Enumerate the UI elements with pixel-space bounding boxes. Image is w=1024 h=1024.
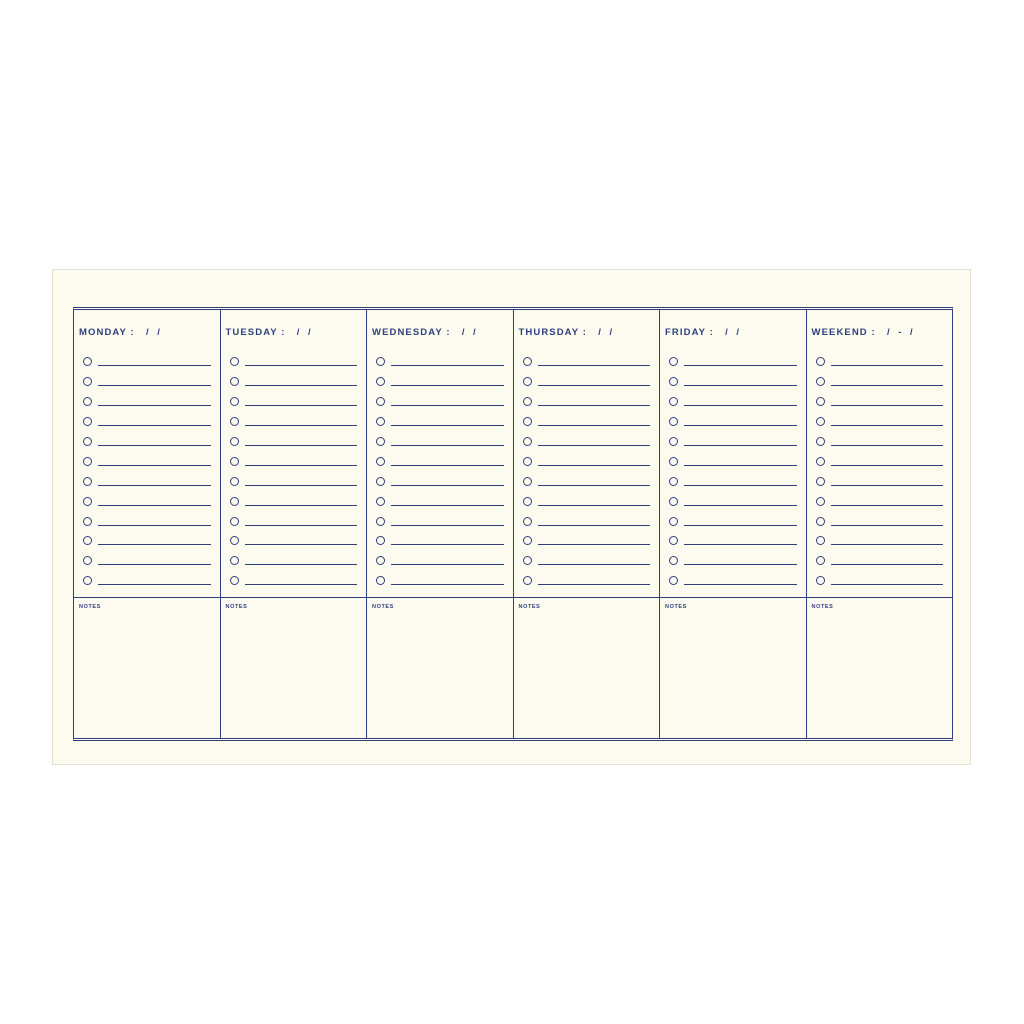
task-row[interactable] (669, 491, 797, 511)
task-row[interactable] (669, 511, 797, 531)
day-title: TUESDAY : / / (225, 327, 312, 338)
checkbox-circle-icon[interactable] (816, 556, 825, 565)
task-row[interactable] (83, 531, 211, 551)
notes-section[interactable] (807, 598, 953, 738)
task-row[interactable] (816, 352, 944, 372)
checkbox-circle-icon[interactable] (523, 497, 532, 506)
task-row[interactable] (230, 392, 358, 412)
checkbox-circle-icon[interactable] (376, 397, 385, 406)
checkbox-circle-icon[interactable] (230, 357, 239, 366)
task-write-line[interactable] (245, 505, 358, 506)
task-row[interactable] (816, 511, 944, 531)
task-write-line[interactable] (831, 584, 944, 585)
task-row[interactable] (523, 571, 651, 591)
task-write-line[interactable] (831, 465, 944, 466)
task-row[interactable] (816, 392, 944, 412)
task-write-line[interactable] (245, 485, 358, 486)
checkbox-circle-icon[interactable] (83, 357, 92, 366)
task-row[interactable] (376, 491, 504, 511)
task-row[interactable] (83, 511, 211, 531)
task-write-line[interactable] (391, 485, 504, 486)
checkbox-circle-icon[interactable] (816, 397, 825, 406)
task-row[interactable] (83, 491, 211, 511)
task-write-line[interactable] (684, 445, 797, 446)
task-write-line[interactable] (98, 425, 211, 426)
task-row[interactable] (230, 551, 358, 571)
task-write-line[interactable] (391, 405, 504, 406)
task-write-line[interactable] (684, 544, 797, 545)
checkbox-circle-icon[interactable] (230, 517, 239, 526)
checkbox-circle-icon[interactable] (376, 437, 385, 446)
task-row[interactable] (669, 352, 797, 372)
checkbox-circle-icon[interactable] (376, 457, 385, 466)
checkbox-circle-icon[interactable] (816, 417, 825, 426)
task-write-line[interactable] (245, 385, 358, 386)
task-write-line[interactable] (684, 405, 797, 406)
checkbox-circle-icon[interactable] (669, 437, 678, 446)
task-write-line[interactable] (245, 525, 358, 526)
task-write-line[interactable] (538, 425, 651, 426)
task-write-line[interactable] (831, 564, 944, 565)
task-row[interactable] (816, 372, 944, 392)
task-write-line[interactable] (538, 505, 651, 506)
task-write-line[interactable] (538, 544, 651, 545)
checkbox-circle-icon[interactable] (816, 437, 825, 446)
task-write-line[interactable] (98, 544, 211, 545)
notes-section[interactable] (514, 598, 660, 738)
task-row[interactable] (523, 392, 651, 412)
task-write-line[interactable] (98, 445, 211, 446)
task-row[interactable] (83, 551, 211, 571)
day-column-tuesday (221, 310, 368, 738)
task-write-line[interactable] (538, 365, 651, 366)
task-write-line[interactable] (391, 584, 504, 585)
checkbox-circle-icon[interactable] (816, 517, 825, 526)
task-write-line[interactable] (98, 584, 211, 585)
task-write-line[interactable] (831, 425, 944, 426)
notes-section[interactable] (74, 598, 220, 738)
notes-label: NOTES (79, 604, 101, 610)
task-write-line[interactable] (391, 445, 504, 446)
task-write-line[interactable] (538, 405, 651, 406)
task-row[interactable] (83, 451, 211, 471)
task-write-line[interactable] (684, 505, 797, 506)
task-row[interactable] (376, 531, 504, 551)
task-row[interactable] (230, 352, 358, 372)
task-write-line[interactable] (831, 365, 944, 366)
notes-label: NOTES (665, 604, 687, 610)
checkbox-circle-icon[interactable] (376, 357, 385, 366)
task-row[interactable] (669, 471, 797, 491)
checkbox-circle-icon[interactable] (816, 497, 825, 506)
checkbox-circle-icon[interactable] (83, 556, 92, 565)
task-row[interactable] (230, 451, 358, 471)
task-write-line[interactable] (245, 425, 358, 426)
task-row[interactable] (816, 451, 944, 471)
checkbox-circle-icon[interactable] (669, 457, 678, 466)
task-row[interactable] (669, 372, 797, 392)
task-row[interactable] (669, 531, 797, 551)
checkbox-circle-icon[interactable] (669, 397, 678, 406)
task-row[interactable] (669, 451, 797, 471)
task-row[interactable] (816, 571, 944, 591)
checkbox-circle-icon[interactable] (816, 357, 825, 366)
task-row[interactable] (376, 432, 504, 452)
checkbox-circle-icon[interactable] (523, 357, 532, 366)
checkbox-circle-icon[interactable] (523, 437, 532, 446)
task-write-line[interactable] (391, 544, 504, 545)
task-write-line[interactable] (245, 445, 358, 446)
task-row[interactable] (523, 352, 651, 372)
checkbox-circle-icon[interactable] (669, 497, 678, 506)
task-list (83, 352, 211, 591)
task-row[interactable] (376, 451, 504, 471)
task-write-line[interactable] (684, 465, 797, 466)
task-row[interactable] (816, 471, 944, 491)
task-write-line[interactable] (831, 525, 944, 526)
task-write-line[interactable] (98, 485, 211, 486)
task-write-line[interactable] (98, 365, 211, 366)
task-write-line[interactable] (831, 405, 944, 406)
checkbox-circle-icon[interactable] (230, 556, 239, 565)
task-row[interactable] (523, 471, 651, 491)
task-row[interactable] (376, 571, 504, 591)
task-row[interactable] (816, 412, 944, 432)
task-row[interactable] (523, 531, 651, 551)
task-write-line[interactable] (391, 564, 504, 565)
task-row[interactable] (230, 531, 358, 551)
task-write-line[interactable] (245, 584, 358, 585)
task-row[interactable] (523, 511, 651, 531)
task-row[interactable] (376, 511, 504, 531)
task-write-line[interactable] (245, 405, 358, 406)
checkbox-circle-icon[interactable] (376, 576, 385, 585)
task-row[interactable] (376, 551, 504, 571)
task-row[interactable] (83, 392, 211, 412)
day-title: MONDAY : / / (79, 327, 161, 338)
task-section (221, 310, 367, 598)
checkbox-circle-icon[interactable] (376, 556, 385, 565)
task-row[interactable] (669, 571, 797, 591)
task-row[interactable] (523, 412, 651, 432)
task-write-line[interactable] (98, 564, 211, 565)
task-write-line[interactable] (538, 385, 651, 386)
task-row[interactable] (523, 551, 651, 571)
notes-label: NOTES (225, 604, 248, 610)
task-row[interactable] (83, 372, 211, 392)
task-row[interactable] (83, 571, 211, 591)
notes-label: NOTES (518, 604, 541, 610)
task-write-line[interactable] (245, 365, 358, 366)
task-row[interactable] (376, 392, 504, 412)
checkbox-circle-icon[interactable] (523, 536, 532, 545)
task-write-line[interactable] (684, 584, 797, 585)
day-title: FRIDAY : / / (665, 327, 741, 338)
checkbox-circle-icon[interactable] (376, 497, 385, 506)
checkbox-circle-icon[interactable] (816, 536, 825, 545)
day-title: THURSDAY : / / (518, 327, 614, 338)
task-row[interactable] (669, 551, 797, 571)
checkbox-circle-icon[interactable] (83, 536, 92, 545)
task-write-line[interactable] (391, 425, 504, 426)
task-row[interactable] (523, 491, 651, 511)
checkbox-circle-icon[interactable] (83, 477, 92, 486)
task-row[interactable] (376, 352, 504, 372)
checkbox-circle-icon[interactable] (523, 556, 532, 565)
task-write-line[interactable] (684, 525, 797, 526)
checkbox-circle-icon[interactable] (669, 477, 678, 486)
task-write-line[interactable] (98, 525, 211, 526)
checkbox-circle-icon[interactable] (669, 576, 678, 585)
notes-section[interactable] (221, 598, 367, 738)
task-row[interactable] (376, 372, 504, 392)
task-list (816, 352, 944, 591)
task-row[interactable] (83, 412, 211, 432)
task-write-line[interactable] (831, 445, 944, 446)
checkbox-circle-icon[interactable] (816, 576, 825, 585)
task-row[interactable] (230, 372, 358, 392)
day-column-monday (74, 310, 221, 738)
task-row[interactable] (230, 412, 358, 432)
checkbox-circle-icon[interactable] (376, 377, 385, 386)
notes-section[interactable] (660, 598, 806, 738)
checkbox-circle-icon[interactable] (230, 437, 239, 446)
task-row[interactable] (523, 432, 651, 452)
task-write-line[interactable] (831, 505, 944, 506)
task-write-line[interactable] (831, 385, 944, 386)
checkbox-circle-icon[interactable] (83, 397, 92, 406)
task-row[interactable] (523, 372, 651, 392)
task-row[interactable] (230, 571, 358, 591)
task-write-line[interactable] (391, 525, 504, 526)
task-section (514, 310, 660, 598)
checkbox-circle-icon[interactable] (230, 477, 239, 486)
task-write-line[interactable] (98, 405, 211, 406)
task-row[interactable] (230, 471, 358, 491)
task-write-line[interactable] (831, 485, 944, 486)
checkbox-circle-icon[interactable] (523, 457, 532, 466)
checkbox-circle-icon[interactable] (816, 377, 825, 386)
task-section (74, 310, 220, 598)
task-write-line[interactable] (245, 465, 358, 466)
task-row[interactable] (376, 412, 504, 432)
checkbox-circle-icon[interactable] (523, 417, 532, 426)
checkbox-circle-icon[interactable] (83, 517, 92, 526)
day-column-wednesday (367, 310, 514, 738)
task-row[interactable] (816, 531, 944, 551)
task-write-line[interactable] (684, 385, 797, 386)
checkbox-circle-icon[interactable] (669, 517, 678, 526)
task-row[interactable] (816, 491, 944, 511)
checkbox-circle-icon[interactable] (83, 377, 92, 386)
task-write-line[interactable] (98, 385, 211, 386)
checkbox-circle-icon[interactable] (376, 517, 385, 526)
task-write-line[interactable] (98, 505, 211, 506)
task-list (669, 352, 797, 591)
checkbox-circle-icon[interactable] (816, 457, 825, 466)
task-write-line[interactable] (538, 584, 651, 585)
day-title: WEDNESDAY : / / (372, 327, 477, 338)
task-row[interactable] (669, 412, 797, 432)
task-list (230, 352, 358, 591)
task-write-line[interactable] (538, 465, 651, 466)
day-column-thursday (514, 310, 661, 738)
checkbox-circle-icon[interactable] (83, 417, 92, 426)
checkbox-circle-icon[interactable] (376, 417, 385, 426)
task-row[interactable] (83, 352, 211, 372)
task-write-line[interactable] (98, 465, 211, 466)
checkbox-circle-icon[interactable] (83, 457, 92, 466)
checkbox-circle-icon[interactable] (669, 417, 678, 426)
checkbox-circle-icon[interactable] (669, 556, 678, 565)
checkbox-circle-icon[interactable] (83, 497, 92, 506)
task-write-line[interactable] (245, 544, 358, 545)
task-row[interactable] (230, 491, 358, 511)
notes-label: NOTES (372, 604, 394, 610)
task-write-line[interactable] (245, 564, 358, 565)
task-write-line[interactable] (538, 525, 651, 526)
checkbox-circle-icon[interactable] (230, 397, 239, 406)
task-row[interactable] (669, 392, 797, 412)
task-write-line[interactable] (391, 505, 504, 506)
checkbox-circle-icon[interactable] (230, 377, 239, 386)
task-write-line[interactable] (391, 365, 504, 366)
checkbox-circle-icon[interactable] (230, 497, 239, 506)
checkbox-circle-icon[interactable] (523, 397, 532, 406)
checkbox-circle-icon[interactable] (230, 457, 239, 466)
task-write-line[interactable] (684, 365, 797, 366)
checkbox-circle-icon[interactable] (669, 357, 678, 366)
task-write-line[interactable] (391, 465, 504, 466)
task-row[interactable] (669, 432, 797, 452)
task-write-line[interactable] (538, 445, 651, 446)
task-row[interactable] (816, 551, 944, 571)
task-list (376, 352, 504, 591)
task-write-line[interactable] (684, 425, 797, 426)
task-section (807, 310, 953, 598)
checkbox-circle-icon[interactable] (230, 536, 239, 545)
checkbox-circle-icon[interactable] (816, 477, 825, 486)
task-section (367, 310, 513, 598)
task-write-line[interactable] (831, 544, 944, 545)
checkbox-circle-icon[interactable] (523, 517, 532, 526)
checkbox-circle-icon[interactable] (83, 576, 92, 585)
checkbox-circle-icon[interactable] (523, 377, 532, 386)
notes-section[interactable] (367, 598, 513, 738)
checkbox-circle-icon[interactable] (230, 576, 239, 585)
task-row[interactable] (376, 471, 504, 491)
day-column-friday (660, 310, 807, 738)
task-write-line[interactable] (391, 385, 504, 386)
checkbox-circle-icon[interactable] (523, 576, 532, 585)
task-write-line[interactable] (684, 485, 797, 486)
day-column-weekend (807, 310, 953, 738)
checkbox-circle-icon[interactable] (83, 437, 92, 446)
task-row[interactable] (230, 511, 358, 531)
checkbox-circle-icon[interactable] (376, 477, 385, 486)
planner-grid (73, 307, 953, 741)
task-row[interactable] (523, 451, 651, 471)
task-row[interactable] (230, 432, 358, 452)
task-row[interactable] (816, 432, 944, 452)
checkbox-circle-icon[interactable] (523, 477, 532, 486)
checkbox-circle-icon[interactable] (669, 377, 678, 386)
task-write-line[interactable] (684, 564, 797, 565)
checkbox-circle-icon[interactable] (376, 536, 385, 545)
task-write-line[interactable] (538, 564, 651, 565)
notes-label: NOTES (811, 604, 834, 610)
checkbox-circle-icon[interactable] (230, 417, 239, 426)
task-write-line[interactable] (538, 485, 651, 486)
day-title: WEEKEND : / - / (811, 327, 914, 338)
task-row[interactable] (83, 471, 211, 491)
task-list (523, 352, 651, 591)
task-row[interactable] (83, 432, 211, 452)
task-section (660, 310, 806, 598)
checkbox-circle-icon[interactable] (669, 536, 678, 545)
planner-sheet (52, 269, 971, 765)
